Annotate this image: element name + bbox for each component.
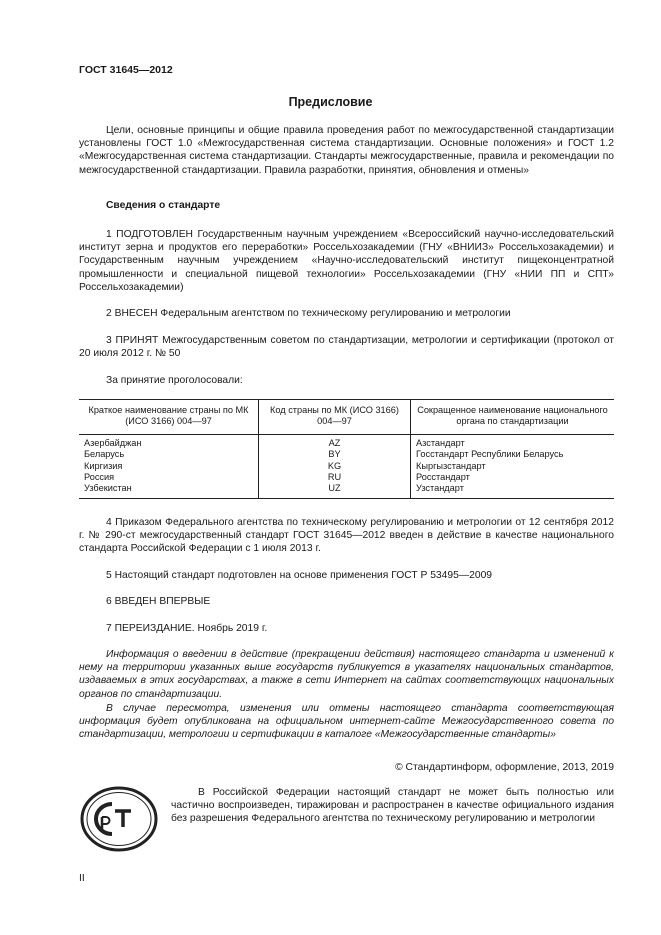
item-7-reissue: 7 ПЕРЕИЗДАНИЕ. Ноябрь 2019 г. [106, 623, 268, 634]
table-row [79, 483, 614, 498]
col-header-country-name: Краткое наименование страны по МК (ИСО 3166) 004—97 [79, 400, 259, 435]
section-heading: Сведения о стандарте [106, 200, 221, 211]
country-code-cell: AZ [259, 434, 411, 449]
page-number: II [79, 873, 85, 884]
item-6-introduced: 6 ВВЕДЕН ВПЕРВЫЕ [106, 596, 211, 607]
pct-certification-logo [79, 784, 159, 859]
country-name-cell: Беларусь [84, 449, 125, 460]
table-row [79, 461, 614, 472]
standards-body-cell: Кыргызстандарт [411, 461, 615, 472]
country-name-cell: Киргизия [84, 460, 123, 471]
country-code-cell: RU [259, 472, 411, 483]
table-row [79, 434, 614, 449]
page-title: Предисловие [288, 95, 373, 109]
intro-paragraph: Цели, основные принципы и общие правила проведения работ по межгосударственной стандартизации установлены ГОСТ 1.0 «Межгосударственная система стандартизации. Основные положения» и ГОСТ 1.2 «Межгосударственная система стандартизации. Стандарты межгосударственные, правила и рекомендации по межгосударственной стандартизации. Правила разработки, принятия, обновления и отмены» [79, 125, 614, 176]
table-row [79, 449, 614, 460]
col-header-standards-body: Сокращенное наименование национального органа по стандартизации [411, 400, 615, 435]
country-code-cell: UZ [259, 483, 411, 498]
col-header-country-code: Код страны по МК (ИСО 3166) 004—97 [259, 400, 411, 435]
item-3-adopted: 3 ПРИНЯТ Межгосударственным советом по стандартизации, метрологии и сертификации (протокол от 20 июля 2012 г. № 50 [79, 335, 614, 360]
item-5-basis: 5 Настоящий стандарт подготовлен на основе применения ГОСТ Р 53495—2009 [106, 570, 493, 581]
table-row [79, 472, 614, 483]
reproduction-notice: В Российской Федерации настоящий стандарт не может быть полностью или частично воспроизведен, тиражирован и распространен в качестве официального издания без разрешения Федерального агентства по техническому регулированию и метрологии [171, 787, 614, 825]
item-1-prepared-by: 1 ПОДГОТОВЛЕН Государственным научным учреждением «Всероссийский научно-исследовательский институт зерна и продуктов его переработки» Россельхозакадемии (ГНУ «ВНИИЗ» Россельхозакадемии) и Государственным научным учреждением «Научно-исследовательский институт пищеконцентратной промышленности и специальной пищевой технологии» Россельхозакадемии (ГНУ «НИИ ПП и СПТ» Россельхозакадемии) [79, 229, 614, 293]
voting-table [79, 399, 614, 499]
country-code-cell: KG [259, 461, 411, 472]
voted-label: За принятие проголосовали: [106, 375, 243, 386]
copyright-line: © Стандартинформ, оформление, 2013, 2019 [395, 762, 614, 773]
item-2-submitted-by: 2 ВНЕСЕН Федеральным агентством по техническому регулированию и метрологии [106, 308, 511, 319]
table-header-row [79, 400, 614, 435]
country-name-cell: Узбекистан [79, 483, 259, 498]
standards-body-cell: Азстандарт [411, 434, 615, 449]
item-4-order: 4 Приказом Федерального агентства по техническому регулированию и метрологии от 12 сентября 2012 г. № 290-ст межгосударственный стандарт ГОСТ 31645—2012 введен в действие в качестве национального стандарта Российской Федерации с 1 июля 2013 г. [79, 517, 614, 555]
info-note-2: В случае пересмотра, изменения или отмены настоящего стандарта соответствующая информация будет опубликована на официальном интернет-сайте Межгосударственного совета по стандартизации, метрологии и сертификации в каталоге «Межгосударственные стандарты» [79, 703, 614, 741]
standards-body-cell: Госстандарт Республики Беларусь [411, 449, 615, 460]
standards-body-cell: Росстандарт [411, 472, 615, 483]
standards-body-cell: Узстандарт [411, 483, 615, 498]
document-number: ГОСТ 31645—2012 [79, 64, 173, 76]
info-note-1: Информация о введении в действие (прекращении действия) настоящего стандарта и изменений к нему на территории указанных выше государств публикуется в указателях национальных стандартов, издаваемых в этих государствах, а также в сети Интернет на сайтах соответствующих национальных органов по стандартизации. [79, 649, 614, 700]
country-name-cell: Азербайджан [84, 437, 142, 448]
country-name-cell: Россия [84, 472, 115, 483]
country-code-cell: BY [259, 449, 411, 460]
